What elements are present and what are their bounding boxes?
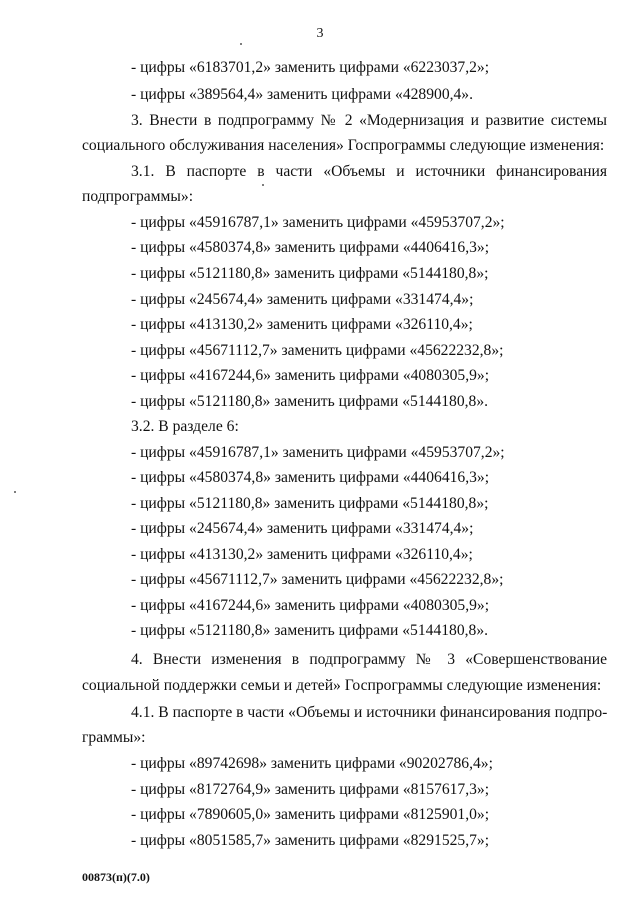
text-line: - цифры «413130,2» заменить цифрами «326110,4»; (131, 546, 473, 563)
text-line: - цифры «45671112,7» заменить цифрами «45622232,8»; (131, 571, 504, 588)
text-line: - цифры «245674,4» заменить цифрами «331474,4»; (131, 520, 474, 537)
text-line: - цифры «45916787,1» заменить цифрами «45953707,2»; (131, 214, 505, 231)
text-line: социального обслуживания населения» Госпрограммы следующие изменения: (82, 137, 605, 154)
text-line: - цифры «6183701,2» заменить цифрами «6223037,2»; (131, 59, 490, 76)
text-line: социальной поддержки семьи и детей» Госпрограммы следующие изменения: (82, 677, 602, 694)
text-line: - цифры «4580374,8» заменить цифрами «4406416,3»; (131, 239, 490, 256)
text-line: 4.1. В паспорте в части «Объемы и источники финансирования подпро- (131, 704, 608, 721)
text-line: - цифры «7890605,0» заменить цифрами «8125901,0»; (131, 806, 490, 823)
text-line: - цифры «4167244,6» заменить цифрами «4080305,9»; (131, 367, 490, 384)
text-line: 3.1. В паспорте в части «Объемы и источники финансирования (131, 163, 607, 180)
text-line: граммы»: (82, 729, 146, 746)
text-line: - цифры «45916787,1» заменить цифрами «45953707,2»; (131, 444, 505, 461)
text-line: - цифры «5121180,8» заменить цифрами «5144180,8». (131, 393, 489, 410)
scan-speck (240, 43, 242, 45)
page-number: 3 (316, 26, 324, 41)
text-line: подпрограммы»: (82, 188, 194, 205)
text-line: - цифры «413130,2» заменить цифрами «326110,4»; (131, 316, 473, 333)
text-line: - цифры «4580374,8» заменить цифрами «4406416,3»; (131, 469, 490, 486)
text-line: - цифры «89742698» заменить цифрами «90202786,4»; (131, 755, 493, 772)
text-line: - цифры «245674,4» заменить цифрами «331474,4»; (131, 291, 474, 308)
text-line: 3.2. В разделе 6: (131, 418, 239, 435)
text-line: - цифры «5121180,8» заменить цифрами «5144180,8»; (131, 265, 489, 282)
text-line: 3. Внести в подпрограмму № 2 «Модернизация и развитие системы (131, 112, 607, 129)
document-code: 00873(п)(7.0) (82, 870, 150, 884)
text-line: - цифры «389564,4» заменить цифрами «428900,4». (131, 86, 474, 103)
scan-speck (262, 184, 264, 186)
text-line: - цифры «5121180,8» заменить цифрами «5144180,8». (131, 622, 489, 639)
text-line: - цифры «8172764,9» заменить цифрами «8157617,3»; (131, 781, 490, 798)
text-line: - цифры «8051585,7» заменить цифрами «8291525,7»; (131, 832, 490, 849)
text-line: - цифры «5121180,8» заменить цифрами «5144180,8»; (131, 495, 489, 512)
text-line: - цифры «45671112,7» заменить цифрами «45622232,8»; (131, 342, 504, 359)
text-line: - цифры «4167244,6» заменить цифрами «4080305,9»; (131, 597, 490, 614)
scan-speck (14, 491, 16, 493)
text-line: 4. Внести изменения в подпрограмму № 3 «Совершенствование (131, 651, 607, 668)
